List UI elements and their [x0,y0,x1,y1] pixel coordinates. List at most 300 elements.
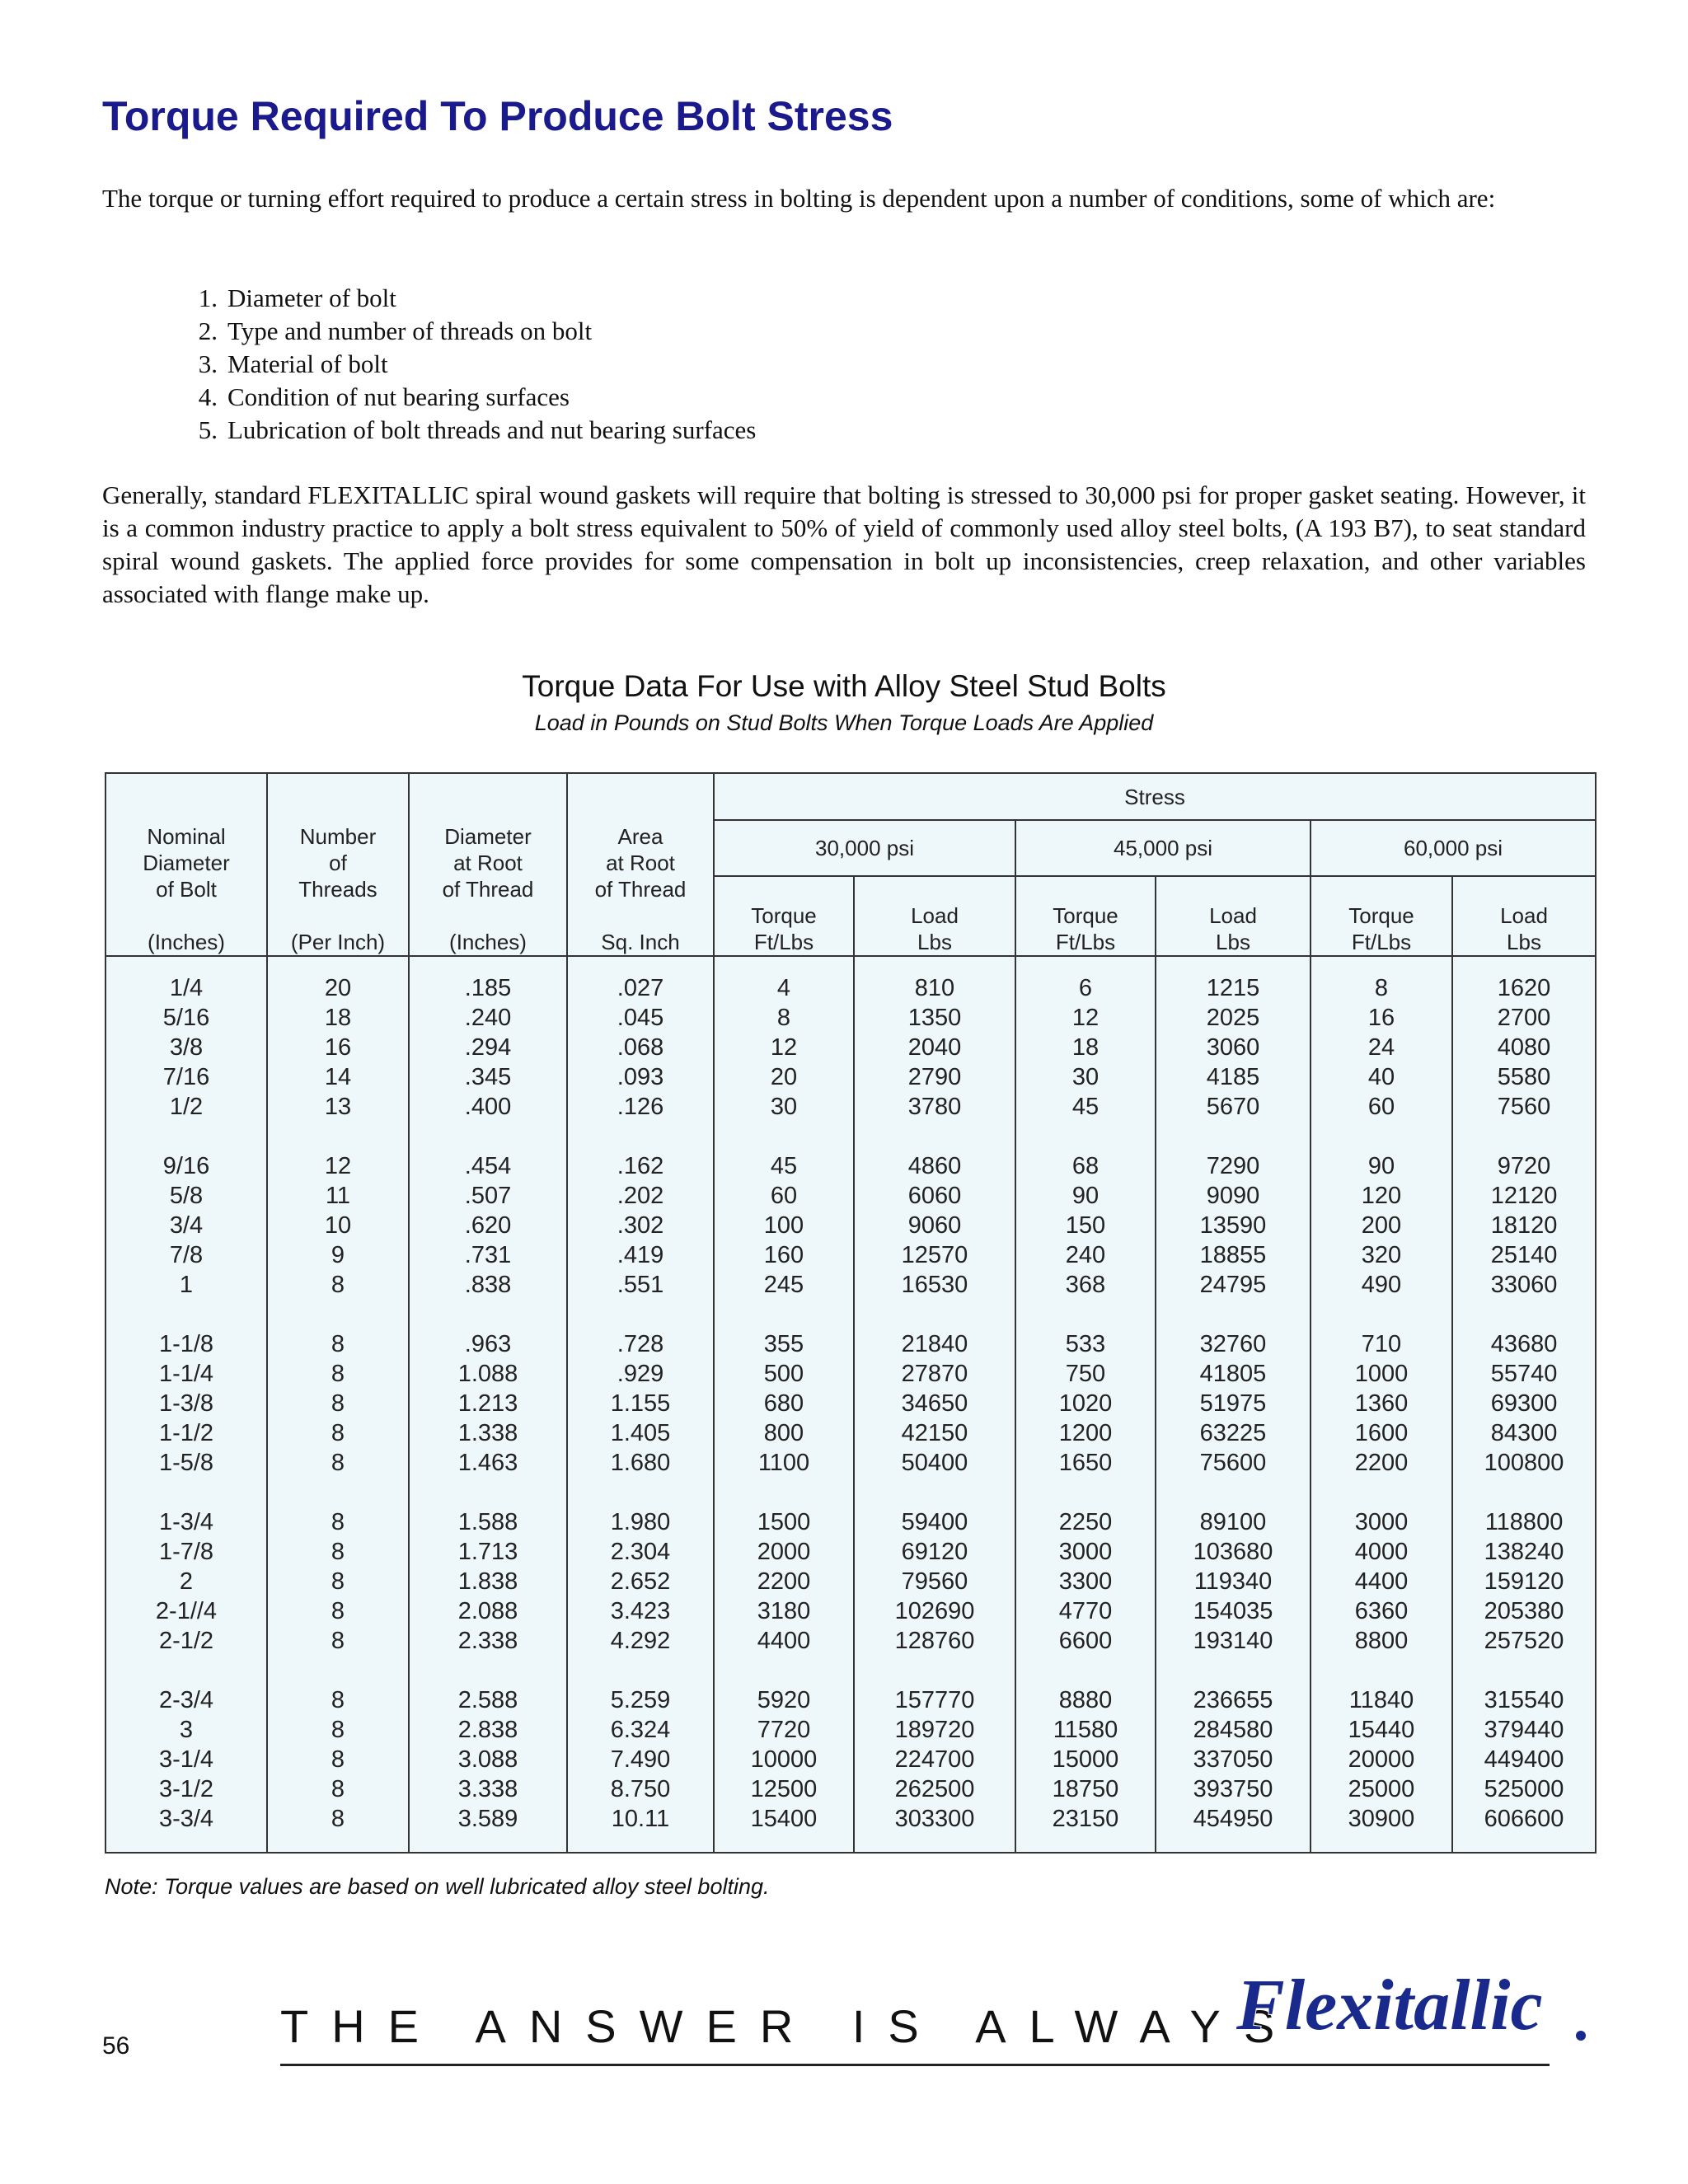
table-cell: 14 [324,1064,352,1090]
table-cell: 224700 [894,1746,975,1773]
table-cell: 69120 [901,1539,968,1565]
stress-paragraph: Generally, standard FLEXITALLIC spiral wound gaskets will require that bolting is stressed to 30,000 psi for proper gasket seating. However, it is a common industry practice to apply a bolt stress equivalent to 50% of yield of commonly used alloy steel bolts, (A 193 B7), to seat standard spiral wound gaskets. The applied force provides for some compensation in bolt up inconsistencies, creep relaxation, and other variables associated with flange make up. [102,480,1586,608]
table-cell: 200 [1361,1212,1402,1239]
table-cell: 1620 [1497,975,1551,1001]
table-cell: .185 [464,975,512,1001]
table-cell: .731 [464,1242,512,1268]
table-cell: 2200 [1354,1450,1409,1476]
table-cell: 4770 [1058,1598,1113,1624]
table-cell: 1.088 [457,1361,518,1387]
table-cell: 30 [770,1094,798,1120]
table-cell: 1360 [1354,1390,1409,1417]
header-root-diameter: Diameter at Root of Thread (Inches) [409,773,567,956]
table-cell: 1650 [1058,1450,1113,1476]
condition-text: Material of bolt [227,349,388,378]
table-cell: 710 [1361,1331,1402,1357]
column-torque-60k [1311,956,1452,1853]
table-cell: 5670 [1206,1094,1260,1120]
table-cell: 9 [331,1242,345,1268]
table-cell: 3 [179,1717,194,1743]
table-cell: 7290 [1206,1153,1260,1179]
condition-item [176,315,756,348]
table-cell: 8880 [1058,1687,1113,1713]
table-cell: 60 [1367,1094,1395,1120]
table-cell: 103680 [1193,1539,1273,1565]
table-cell: 3060 [1206,1034,1260,1061]
table-cell: .240 [464,1005,512,1031]
header-root-area: Area at Root of Thread Sq. Inch [567,773,714,956]
table-cell: 1100 [757,1450,810,1476]
table-cell: 8 [1374,975,1389,1001]
table-cell: 18 [1071,1034,1100,1061]
table-cell: 18120 [1490,1212,1558,1239]
table-cell: .507 [464,1183,512,1209]
table-cell: 12120 [1490,1183,1558,1209]
table-cell: 606600 [1484,1806,1564,1832]
condition-number: 4. [198,382,218,411]
table-cell: 75600 [1199,1450,1267,1476]
table-cell: 8 [331,1420,345,1446]
column-root-area [567,956,714,1853]
table-cell: 4080 [1497,1034,1551,1061]
table-cell: 500 [763,1361,804,1387]
table-cell: 18 [324,1005,352,1031]
table-cell: 25000 [1348,1776,1415,1802]
table-cell: 1-3/8 [158,1390,214,1417]
table-cell: 3-1/4 [158,1746,214,1773]
table-cell: 800 [763,1420,804,1446]
condition-item [176,381,756,414]
condition-item [176,348,756,381]
table-cell: 3-3/4 [158,1806,214,1832]
table-cell: 138240 [1484,1539,1564,1565]
table-cell: 3.589 [457,1806,518,1832]
table-cell: 393750 [1193,1776,1273,1802]
table-cell: 40 [1367,1064,1395,1090]
table-cell: .929 [617,1361,664,1387]
table-cell: 1.980 [610,1509,671,1535]
table-cell: 15440 [1348,1717,1415,1743]
table-cell: 2-3/4 [158,1687,214,1713]
table-cell: 355 [763,1331,804,1357]
table-cell: 2000 [757,1539,811,1565]
table-cell: 8 [331,1687,345,1713]
table-cell: 1-3/4 [158,1509,214,1535]
table-cell: 6060 [907,1183,962,1209]
table-cell: 240 [1065,1242,1106,1268]
table-cell: 34650 [901,1390,968,1417]
table-cell: 1-7/8 [158,1539,214,1565]
conditions-list [176,282,756,447]
table-cell: 525000 [1484,1776,1564,1802]
table-cell: 15400 [750,1806,818,1832]
table-cell: 810 [914,975,955,1001]
table-cell: 50400 [901,1450,968,1476]
table-cell: 1-5/8 [158,1450,214,1476]
header-45000-psi: 45,000 psi [1015,820,1311,876]
table-cell: 1000 [1354,1361,1409,1387]
table-cell: 337050 [1193,1746,1273,1773]
table-cell: 3/4 [169,1212,204,1239]
table-cell: 12 [770,1034,798,1061]
table-cell: .126 [617,1094,664,1120]
table-cell: 2790 [907,1064,962,1090]
table-cell: .728 [617,1331,664,1357]
table-cell: 3.423 [610,1598,671,1624]
intro-paragraph: The torque or turning effort required to produce a certain stress in bolting is dependent upon a number of conditions, some of which are: [102,184,1496,213]
header-60000-psi: 60,000 psi [1311,820,1596,876]
table-cell: 449400 [1484,1746,1564,1773]
table-cell: 45 [770,1153,798,1179]
table-cell: 102690 [894,1598,975,1624]
table-cell: 8 [331,1717,345,1743]
table-cell: 1.588 [457,1509,518,1535]
table-body-row [106,956,1596,1853]
table-cell: 8 [331,1746,345,1773]
table-cell: 5/8 [169,1183,204,1209]
table-cell: 1.463 [457,1450,518,1476]
table-cell: 9720 [1497,1153,1551,1179]
table-cell: 3000 [1058,1539,1113,1565]
table-cell: 16 [324,1034,352,1061]
table-cell: 16530 [901,1272,968,1298]
table-cell: 8 [331,1539,345,1565]
condition-number: 2. [198,316,218,345]
table-cell: 159120 [1484,1568,1564,1595]
condition-number: 3. [198,349,218,378]
table-cell: 20000 [1348,1746,1415,1773]
table-cell: 4185 [1206,1064,1260,1090]
table-cell: 11 [325,1183,351,1209]
table-cell: 9/16 [162,1153,210,1179]
table-cell: .419 [617,1242,664,1268]
column-threads [267,956,409,1853]
table-cell: 10 [324,1212,352,1239]
table-cell: 193140 [1193,1628,1273,1654]
table-cell: 8 [331,1272,345,1298]
table-cell: 1/2 [169,1094,204,1120]
table-cell: 2.588 [457,1687,518,1713]
table-cell: .454 [464,1153,512,1179]
table-cell: 4.292 [610,1628,671,1654]
table-note: Note: Torque values are based on well lubricated alloy steel bolting. [105,1874,770,1899]
table-cell: 3000 [1354,1509,1409,1535]
table-cell: .345 [464,1064,512,1090]
header-number-of-threads: Number of Threads (Per Inch) [267,773,409,956]
table-cell: 8.750 [610,1776,671,1802]
table-cell: 160 [763,1242,804,1268]
table-cell: 368 [1065,1272,1106,1298]
table-cell: 1500 [757,1509,811,1535]
table-cell: .294 [464,1034,512,1061]
table-cell: 4 [776,975,791,1001]
flexitallic-logo [1228,1953,1591,2060]
table-cell: 8 [331,1776,345,1802]
logo-registered-mark [1576,2031,1586,2041]
table-cell: 8 [331,1390,345,1417]
table-cell: 90 [1367,1153,1395,1179]
table-cell: 1.713 [457,1539,518,1565]
table-cell: 1-1/8 [158,1331,214,1357]
table-cell: 4000 [1354,1539,1409,1565]
header-torque: Torque Ft/Lbs [714,876,854,956]
table-cell: 3.338 [457,1776,518,1802]
table-cell: 27870 [901,1361,968,1387]
column-load-30k [854,956,1015,1853]
table-cell: 2 [179,1568,194,1595]
table-cell: 236655 [1193,1687,1273,1713]
footer-tagline: THE ANSWER IS ALWAYS [280,2000,1298,2052]
table-cell: 4400 [757,1628,811,1654]
table-cell: 1/4 [169,975,204,1001]
table-cell: 3180 [757,1598,811,1624]
table-cell: 10000 [750,1746,818,1773]
table-cell: 150 [1065,1212,1106,1239]
table-cell: 69300 [1490,1390,1558,1417]
table-cell: 1.680 [610,1450,671,1476]
table-cell: 8800 [1354,1628,1409,1654]
table-cell: 13590 [1199,1212,1267,1239]
table-cell: 6600 [1058,1628,1113,1654]
table-cell: 1.338 [457,1420,518,1446]
table-cell: 16 [1367,1005,1395,1031]
table-cell: 60 [770,1183,798,1209]
header-load: Load Lbs [854,876,1015,956]
table-cell: 1215 [1206,975,1260,1001]
table-cell: 33060 [1490,1272,1558,1298]
table-cell: 42150 [901,1420,968,1446]
table-cell: 1.155 [610,1390,671,1417]
table-cell: 7/8 [169,1242,204,1268]
condition-item [176,282,756,315]
table-cell: 320 [1361,1242,1402,1268]
table-cell: 3300 [1058,1568,1113,1595]
table-cell: 4860 [907,1153,962,1179]
header-torque: Torque Ft/Lbs [1311,876,1452,956]
column-torque-30k [714,956,854,1853]
header-load: Load Lbs [1452,876,1596,956]
table-cell: 262500 [894,1776,975,1802]
table-cell: .093 [617,1064,664,1090]
table-cell: 100800 [1484,1450,1564,1476]
table-cell: 2.338 [457,1628,518,1654]
column-load-60k [1452,956,1596,1853]
table-cell: 189720 [894,1717,975,1743]
table-cell: 750 [1065,1361,1106,1387]
header-stress: Stress [714,773,1596,820]
table-cell: 8 [776,1005,791,1031]
table-cell: 1600 [1354,1420,1409,1446]
table-cell: 21840 [901,1331,968,1357]
header-torque: Torque Ft/Lbs [1015,876,1156,956]
table-cell: 3/8 [169,1034,204,1061]
table-cell: 2250 [1058,1509,1113,1535]
table-cell: 7/16 [162,1064,210,1090]
table-cell: 2700 [1497,1005,1551,1031]
column-torque-45k [1015,956,1156,1853]
column-root-diameter [409,956,567,1853]
table-cell: 41805 [1199,1361,1267,1387]
table-cell: 51975 [1199,1390,1267,1417]
table-cell: 32760 [1199,1331,1267,1357]
table-cell: 20 [324,975,352,1001]
table-cell: 8 [331,1568,345,1595]
table-cell: 120 [1361,1183,1402,1209]
table-cell: 12 [1071,1005,1100,1031]
table-cell: 157770 [894,1687,975,1713]
condition-text: Condition of nut bearing surfaces [227,382,570,411]
table-cell: 12 [324,1153,352,1179]
table-cell: 118800 [1484,1509,1564,1535]
condition-text: Type and number of threads on bolt [227,316,593,345]
table-cell: 1-1/2 [158,1420,214,1446]
table-cell: 18855 [1199,1242,1267,1268]
table-cell: 63225 [1199,1420,1267,1446]
table-cell: 8 [331,1361,345,1387]
table-cell: 128760 [894,1628,975,1654]
table-cell: 5920 [757,1687,811,1713]
torque-table [105,772,1597,1854]
column-nominal-diameter [106,956,267,1853]
header-load: Load Lbs [1156,876,1311,956]
table-cell: 5/16 [162,1005,210,1031]
table-cell: .045 [617,1005,664,1031]
table-cell: 2.838 [457,1717,518,1743]
table-cell: 490 [1361,1272,1402,1298]
table-cell: 379440 [1484,1717,1564,1743]
table-cell: 8 [331,1628,345,1654]
table-cell: 9090 [1206,1183,1260,1209]
table-cell: .027 [617,975,664,1001]
table-cell: 6360 [1354,1598,1409,1624]
table-cell: 2040 [907,1034,962,1061]
table-title: Torque Data For Use with Alloy Steel Stud Bolts [522,669,1166,703]
table-cell: 20 [770,1064,798,1090]
condition-number: 1. [198,284,218,312]
table-cell: 24 [1367,1034,1395,1061]
table-cell: 1350 [907,1005,962,1031]
table-cell: 3-1/2 [158,1776,214,1802]
table-cell: 68 [1071,1153,1100,1179]
table-cell: 1.405 [610,1420,671,1446]
table-cell: 2200 [757,1568,811,1595]
table-cell: 18750 [1052,1776,1119,1802]
table-cell: 1-1/4 [158,1361,214,1387]
table-cell: .838 [464,1272,512,1298]
table-cell: 15000 [1052,1746,1119,1773]
table-cell: 7560 [1497,1094,1551,1120]
table-cell: .302 [617,1212,664,1239]
table-cell: .162 [617,1153,664,1179]
table-cell: 9060 [907,1212,962,1239]
table-cell: 11840 [1348,1687,1414,1713]
table-cell: 6 [1078,975,1093,1001]
table-cell: 154035 [1193,1598,1273,1624]
table-cell: 3.088 [457,1746,518,1773]
table-cell: 30900 [1348,1806,1415,1832]
table-cell: 533 [1065,1331,1106,1357]
table-cell: .963 [464,1331,512,1357]
table-cell: 284580 [1193,1717,1273,1743]
condition-text: Diameter of bolt [227,284,396,312]
footer-rule [280,2064,1550,2066]
table-cell: 89100 [1199,1509,1267,1535]
page-number: 56 [102,2032,130,2060]
table-cell: 2-1//4 [155,1598,218,1624]
table-cell: 8 [331,1806,345,1832]
table-cell: 454950 [1193,1806,1273,1832]
table-cell: 8 [331,1509,345,1535]
condition-text: Lubrication of bolt threads and nut bearing surfaces [227,415,757,444]
table-cell: .400 [464,1094,512,1120]
table-cell: 315540 [1484,1687,1564,1713]
table-cell: 8 [331,1450,345,1476]
table-cell: 12500 [750,1776,818,1802]
table-cell: 10.11 [611,1806,670,1832]
table-cell: 680 [763,1390,804,1417]
table-cell: .068 [617,1034,664,1061]
table-cell: 79560 [901,1568,968,1595]
table-cell: 1.838 [457,1568,518,1595]
table-cell: .202 [617,1183,664,1209]
page-title: Torque Required To Produce Bolt Stress [102,93,893,139]
table-cell: 1200 [1058,1420,1113,1446]
table-cell: .620 [464,1212,512,1239]
table-cell: 100 [763,1212,804,1239]
table-cell: 7.490 [610,1746,671,1773]
table-cell: 205380 [1484,1598,1564,1624]
table-cell: 12570 [901,1242,968,1268]
table-cell: 23150 [1052,1806,1119,1832]
table-cell: 4400 [1354,1568,1409,1595]
table-cell: 119340 [1193,1568,1273,1595]
table-cell: 1.213 [457,1390,518,1417]
table-cell: 59400 [901,1509,968,1535]
table-cell: 25140 [1490,1242,1558,1268]
table-cell: 24795 [1199,1272,1267,1298]
table-cell: 257520 [1484,1628,1564,1654]
table-cell: 2.652 [610,1568,671,1595]
table-cell: 6.324 [610,1717,671,1743]
table-cell: 3780 [907,1094,962,1120]
table-cell: 2-1/2 [158,1628,214,1654]
table-cell: 55740 [1490,1361,1558,1387]
condition-item [176,414,756,447]
table-cell: 303300 [894,1806,975,1832]
table-cell: 13 [324,1094,352,1120]
table-cell: 43680 [1490,1331,1558,1357]
table-cell: 30 [1071,1064,1100,1090]
table-cell: 5.259 [610,1687,671,1713]
table-cell: 84300 [1490,1420,1558,1446]
table-subtitle: Load in Pounds on Stud Bolts When Torque Loads Are Applied [534,710,1154,735]
table-cell: 1 [179,1272,194,1298]
table-cell: .551 [617,1272,664,1298]
table-cell: 2.088 [457,1598,518,1624]
column-load-45k [1156,956,1311,1853]
logo-wordmark: Flexitallic [1236,1966,1543,2046]
table-cell: 90 [1071,1183,1100,1209]
table-cell: 8 [331,1598,345,1624]
header-30000-psi: 30,000 psi [714,820,1015,876]
table-cell: 5580 [1497,1064,1551,1090]
table-cell: 1020 [1058,1390,1113,1417]
table-cell: 8 [331,1331,345,1357]
table-cell: 7720 [757,1717,811,1743]
condition-number: 5. [198,415,218,444]
table-cell: 11580 [1053,1717,1118,1743]
table-cell: 2025 [1206,1005,1260,1031]
